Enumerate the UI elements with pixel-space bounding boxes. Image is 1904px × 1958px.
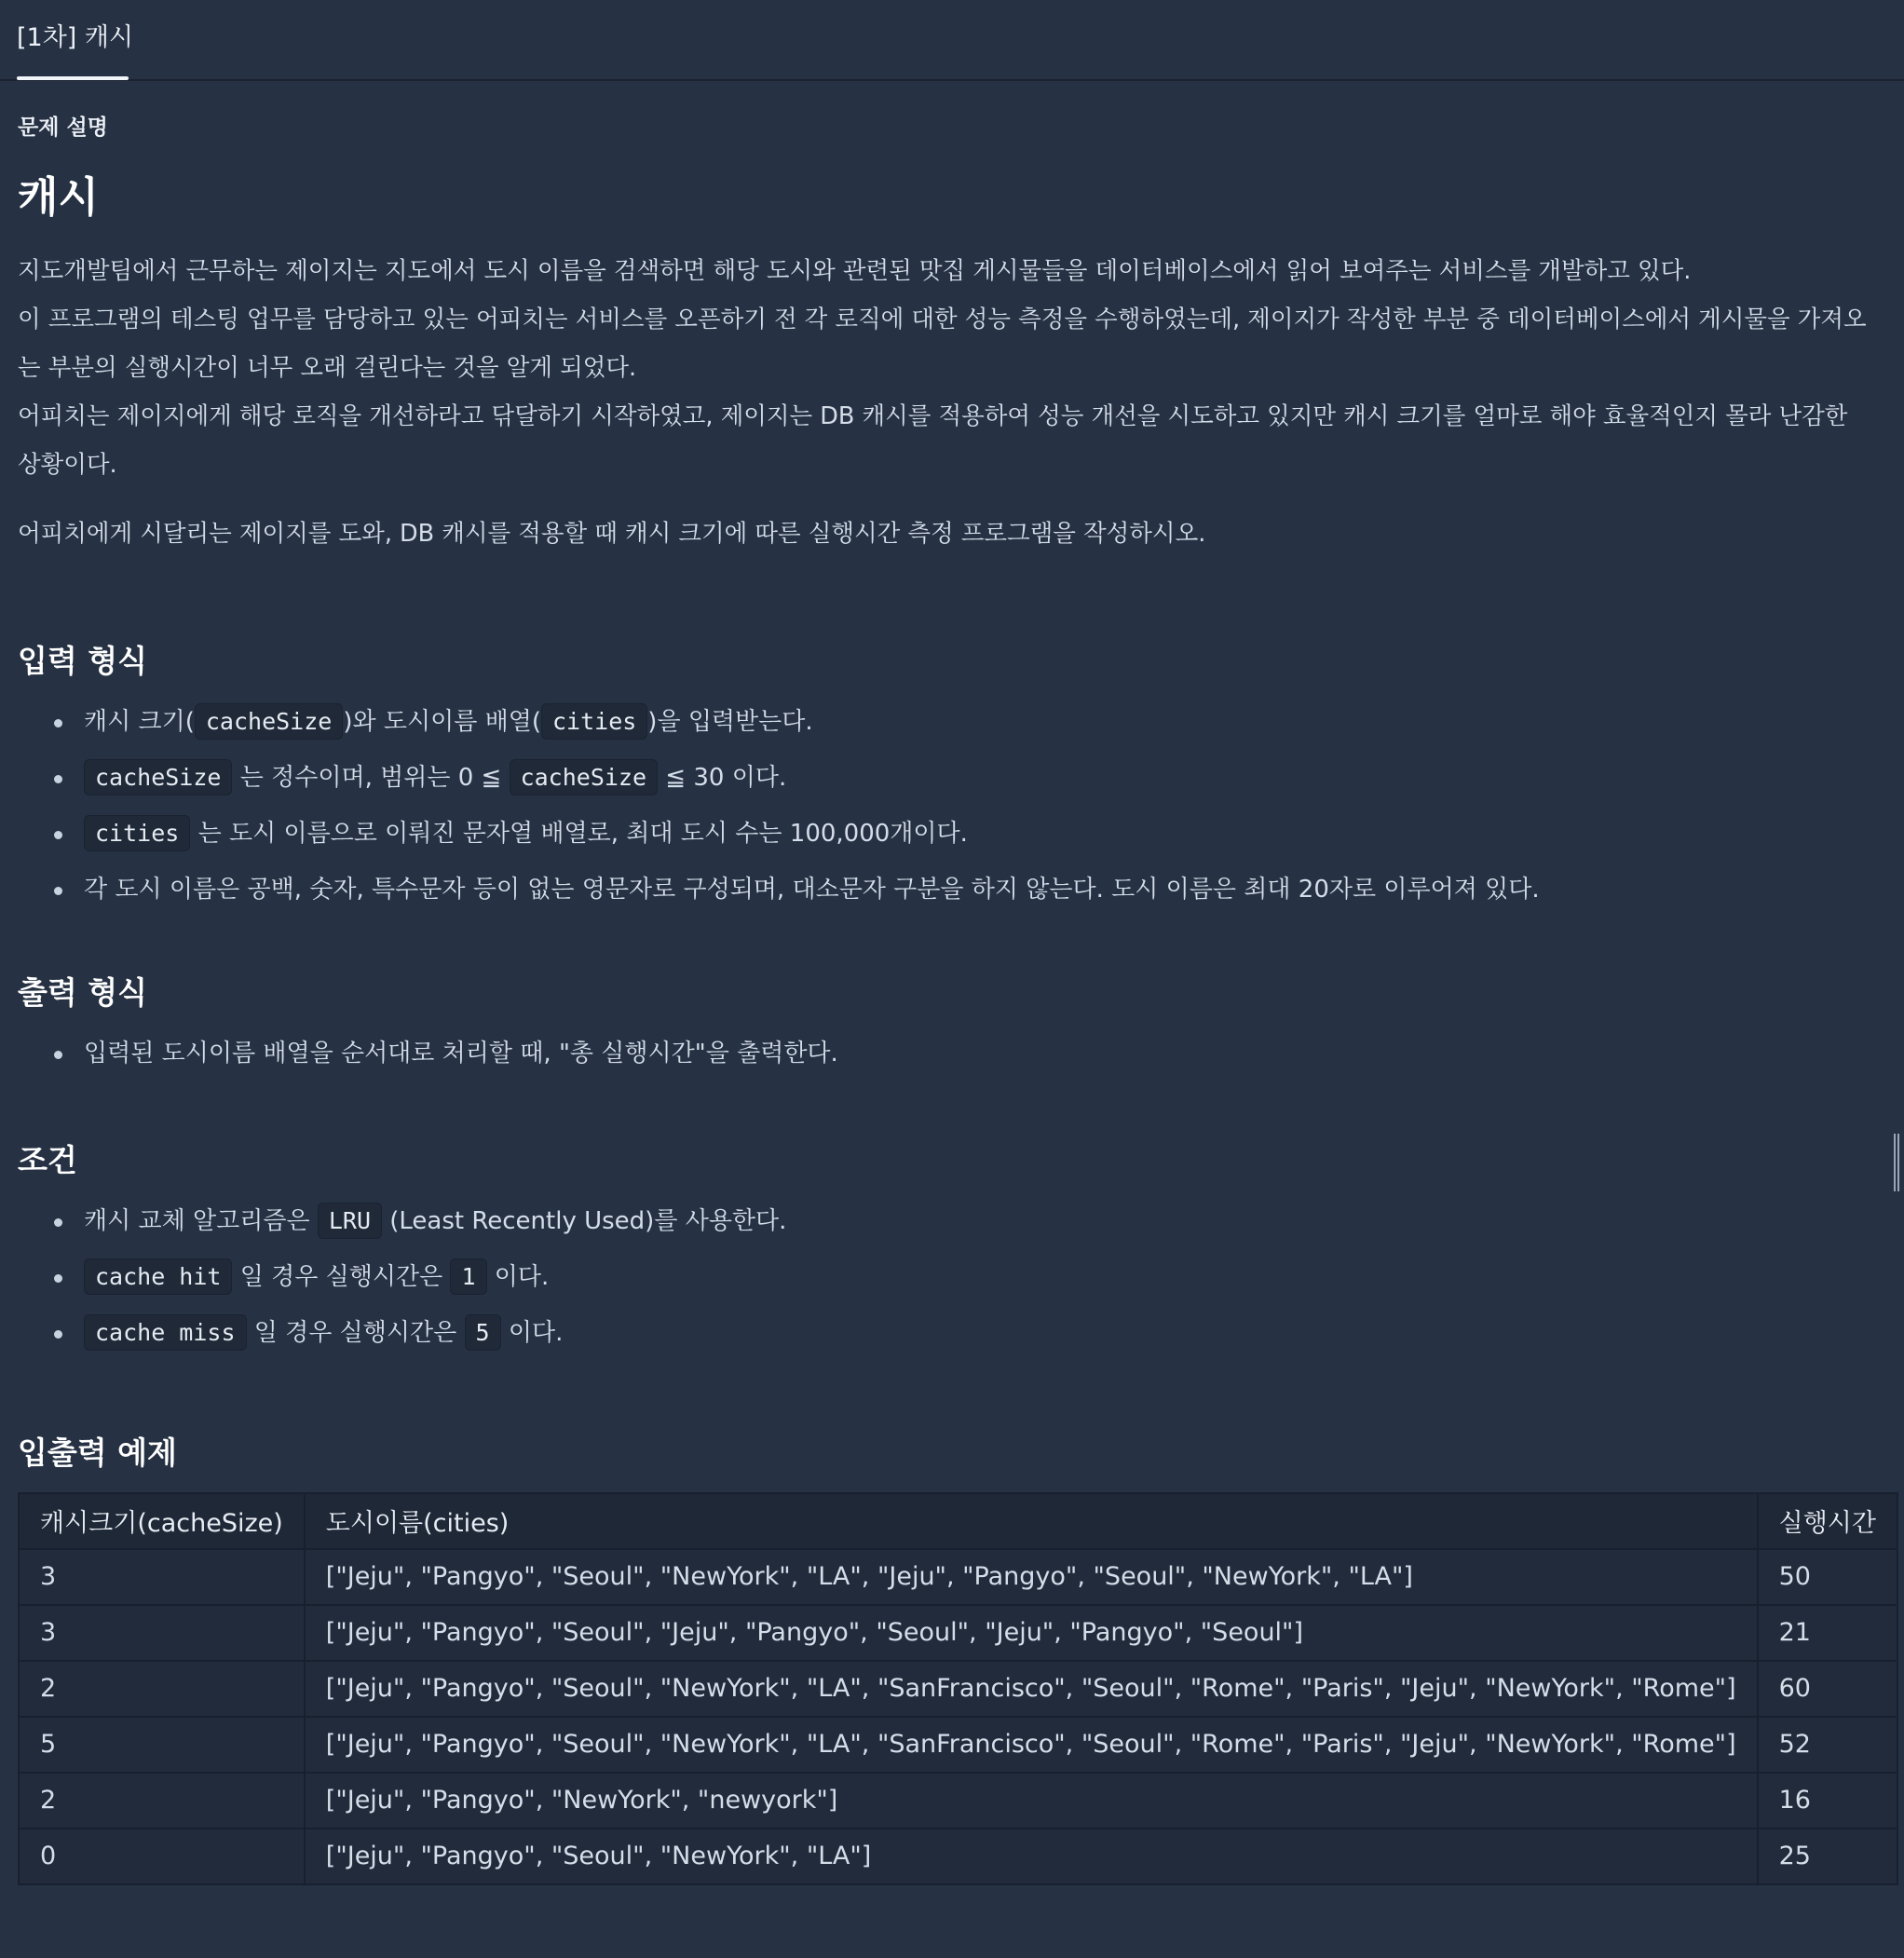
column-header: 도시이름(cities) bbox=[305, 1493, 1758, 1549]
text: 일 경우 실행시간은 bbox=[246, 1318, 465, 1347]
list-item bbox=[18, 1193, 1871, 1249]
tab-problem[interactable]: [1차] 캐시 bbox=[17, 23, 134, 52]
section-label: 문제 설명 bbox=[18, 116, 108, 140]
code-cache-miss: cache miss bbox=[84, 1314, 247, 1351]
code-cachesize: cacheSize bbox=[510, 759, 658, 795]
problem-content bbox=[18, 104, 1876, 1885]
text: ≦ 30 이다. bbox=[658, 763, 787, 792]
active-tab-indicator bbox=[17, 76, 129, 80]
list-item bbox=[18, 806, 1871, 862]
table-cell: ["Jeju", "Pangyo", "Seoul", "NewYork", "LA"] bbox=[305, 1829, 1758, 1884]
description-paragraph: 어피치에게 시달리는 제이지를 도와, DB 캐시를 적용할 때 캐시 크기에 따른 실행시간 측정 프로그램을 작성하시오. bbox=[18, 520, 1206, 548]
description-paragraph: 지도개발팀에서 근무하는 제이지는 지도에서 도시 이름을 검색하면 해당 도시와 관련된 맛집 게시물들을 데이터베이스에서 읽어 보여주는 서비스를 개발하고 있다. bbox=[18, 257, 1692, 285]
problem-description bbox=[18, 247, 1871, 558]
list-item bbox=[18, 1305, 1871, 1361]
text: 이다. bbox=[500, 1318, 564, 1347]
table-cell: ["Jeju", "Pangyo", "Seoul", "NewYork", "LA", "Jeju", "Pangyo", "Seoul", "NewYork", "LA"] bbox=[305, 1549, 1758, 1605]
text: 는 정수이며, 범위는 0 ≦ bbox=[232, 763, 510, 792]
text: 는 도시 이름으로 이뤄진 문자열 배열로, 최대 도시 수는 100,000개이다. bbox=[190, 819, 968, 848]
code-cities: cities bbox=[84, 815, 190, 851]
description-paragraph: 어피치는 제이지에게 해당 로직을 개선하라고 닦달하기 시작하였고, 제이지는 DB 캐시를 적용하여 성능 개선을 시도하고 있지만 캐시 크기를 얼마로 해야 효율적인지 몰라 난감한 상황이다. bbox=[18, 402, 1848, 479]
text: 입력된 도시이름 배열을 순서대로 처리할 때, "총 실행시간"을 출력한다. bbox=[84, 1039, 838, 1067]
list-item bbox=[18, 1249, 1871, 1305]
code-miss-time: 5 bbox=[465, 1314, 501, 1351]
table-cell: 50 bbox=[1758, 1549, 1897, 1605]
text: 일 경우 실행시간은 bbox=[232, 1262, 451, 1291]
table-row bbox=[19, 1717, 1897, 1773]
table-cell: 5 bbox=[19, 1717, 305, 1773]
table-cell: ["Jeju", "Pangyo", "Seoul", "NewYork", "LA", "SanFrancisco", "Seoul", "Rome", "Paris", "Jeju", "NewYork", "Rome"] bbox=[305, 1717, 1758, 1773]
table-cell: ["Jeju", "Pangyo", "NewYork", "newyork"] bbox=[305, 1773, 1758, 1829]
table-cell: 2 bbox=[19, 1773, 305, 1829]
text: (Least Recently Used)를 사용한다. bbox=[382, 1206, 787, 1235]
text: 각 도시 이름은 공백, 숫자, 특수문자 등이 없는 영문자로 구성되며, 대소문자 구분을 하지 않는다. 도시 이름은 최대 20자로 이루어져 있다. bbox=[84, 875, 1540, 904]
table-cell: 3 bbox=[19, 1605, 305, 1661]
problem-title: 캐시 bbox=[18, 172, 99, 222]
table-cell: 60 bbox=[1758, 1661, 1897, 1717]
output-format-list bbox=[18, 1026, 1871, 1081]
description-paragraph: 이 프로그램의 테스팅 업무를 담당하고 있는 어피치는 서비스를 오픈하기 전 각 로직에 대한 성능 측정을 수행하였는데, 제이지가 작성한 부분 중 데이터베이스에서 게시물을 가져오는 부분의 실행시간이 너무 오래 걸린다는 것을 알게 되었다. bbox=[18, 306, 1867, 382]
tab-bar bbox=[0, 0, 1904, 81]
text: 캐시 크기( bbox=[84, 707, 195, 736]
table-cell: 25 bbox=[1758, 1829, 1897, 1884]
table-cell: 2 bbox=[19, 1661, 305, 1717]
code-lru: LRU bbox=[318, 1203, 382, 1239]
table-cell: 21 bbox=[1758, 1605, 1897, 1661]
conditions-list bbox=[18, 1193, 1871, 1361]
output-format-heading: 출력 형식 bbox=[18, 973, 148, 1011]
table-row bbox=[19, 1661, 1897, 1717]
text: 캐시 교체 알고리즘은 bbox=[84, 1206, 318, 1235]
table-row bbox=[19, 1605, 1897, 1661]
text: )을 입력받는다. bbox=[647, 707, 813, 736]
list-item bbox=[18, 750, 1871, 806]
table-cell: 0 bbox=[19, 1829, 305, 1884]
input-format-list bbox=[18, 694, 1871, 918]
table-row bbox=[19, 1829, 1897, 1884]
code-cache-hit: cache hit bbox=[84, 1258, 232, 1295]
table-cell: ["Jeju", "Pangyo", "Seoul", "Jeju", "Pangyo", "Seoul", "Jeju", "Pangyo", "Seoul"] bbox=[305, 1605, 1758, 1661]
column-header: 실행시간 bbox=[1758, 1493, 1897, 1549]
table-row bbox=[19, 1549, 1897, 1605]
input-format-heading: 입력 형식 bbox=[18, 643, 148, 679]
list-item bbox=[18, 694, 1871, 750]
examples-table bbox=[18, 1492, 1898, 1885]
code-cities: cities bbox=[541, 703, 647, 740]
table-cell: 52 bbox=[1758, 1717, 1897, 1773]
text: 이다. bbox=[486, 1262, 550, 1291]
examples-heading: 입출력 예제 bbox=[18, 1434, 177, 1471]
panel-resize-handle[interactable] bbox=[1894, 1134, 1899, 1191]
conditions-heading: 조건 bbox=[18, 1141, 77, 1178]
code-cachesize: cacheSize bbox=[195, 703, 343, 740]
code-hit-time: 1 bbox=[450, 1258, 486, 1295]
code-cachesize: cacheSize bbox=[84, 759, 232, 795]
table-header-row bbox=[19, 1493, 1897, 1549]
column-header: 캐시크기(cacheSize) bbox=[19, 1493, 305, 1549]
text: )와 도시이름 배열( bbox=[343, 707, 541, 736]
table-row bbox=[19, 1773, 1897, 1829]
list-item bbox=[18, 862, 1871, 918]
table-cell: 16 bbox=[1758, 1773, 1897, 1829]
table-cell: 3 bbox=[19, 1549, 305, 1605]
table-cell: ["Jeju", "Pangyo", "Seoul", "NewYork", "LA", "SanFrancisco", "Seoul", "Rome", "Paris", "Jeju", "NewYork", "Rome"] bbox=[305, 1661, 1758, 1717]
list-item bbox=[18, 1026, 1871, 1081]
